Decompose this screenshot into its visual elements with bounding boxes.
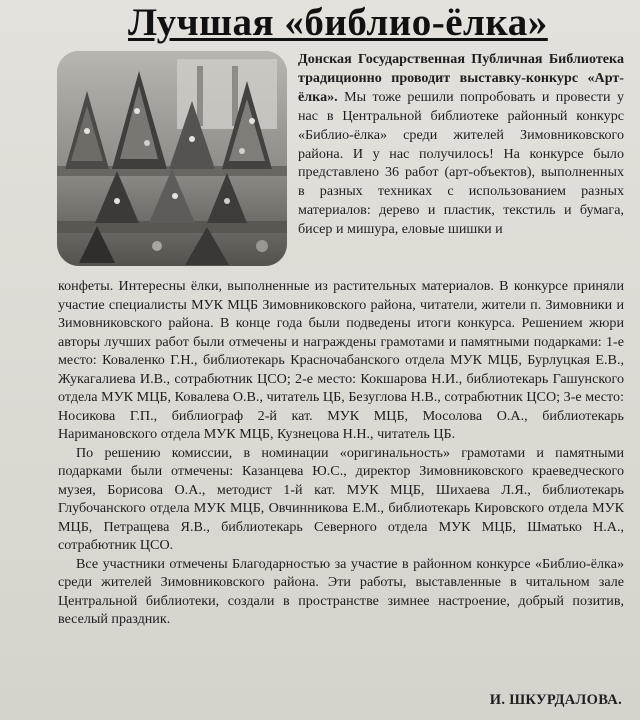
body-paragraph-1: конфеты. Интересны ёлки, выполненные из растительных материалов. В конкурсе приняли участие специалисты МУК МЦБ Зимовниковского района, читатели, жители п. Зимовники и Зимовниковского района. В конце года были подведены итоги конкурса. Решением жюри авторы лучших работ были отмечены и награждены грамотами и памятными подарками: 1-е место: Коваленко Г.Н., библиотекарь Красночабанского отдела МУК МЦБ, Бурлуцкая Е.В., Жукагалиева И.В., сотрабютник ЦСО; 2-е место: Кокшарова Н.И., библиотекарь Гашунского отдела МУК МЦБ, Ковалева О.В., читатель ЦБ, Безуглова Н.В., сотрабютник ЦСО; 3-е место: Носикова Г.П., библиограф 2-й кат. МУК МЦБ, Мосолова О.А., библиотекарь Наримановского отдела МУК МЦБ, Кузнецова Н.Н., читатель ЦБ. <box>58 278 624 442</box>
author-signature: И. ШКУРДАЛОВА. <box>489 692 622 708</box>
article-title: Лучшая «библио-ёлка» <box>128 1 548 44</box>
intro-lead: Донская Государственная Публичная Библиотека традиционно проводит выставку-конкурс «Арт-ёлка». <box>298 51 624 105</box>
intro-text: Мы тоже решили попробовать и провести у нас в Центральной библиотеке районный конкурс «Библио-ёлка» среди жителей Зимовниковского района. И у нас получилось! На конкурсе было представлено 36 работ (арт-объектов), выполненных в разных техниках с использованием разных материалов: дерево и пластик, текстиль и бумага, бисер и мишура, еловые шишки и <box>298 88 624 238</box>
body-paragraph-3: Все участники отмечены Благодарностью за участие в районном конкурсе «Библио-ёлка» среди жителей Зимовниковского района. Эти работы, выставленные в читальном зале Центральной библиотеки, создали в пространстве зимнее настроение, добрый позитив, веселый праздник. <box>58 555 624 627</box>
article-body <box>58 277 624 629</box>
body-paragraph-2: По решению комиссии, в номинации «оригинальность» грамотами и памятными подарками были отмечены: Казанцева Ю.С., директор Зимовниковского краеведческого музея, Борисова О.А., методист 1-й кат. МУК МЦБ, Шихаева Л.Я., библиотекарь Глубочанского отдела МУК МЦБ, Овчинникова Е.М., библиотекарь Кировского отдела МУК МЦБ, Петращева Я.В., библиотекарь Северного отдела МУК МЦБ, Шматько Н.А., сотрабютник ЦСО. <box>58 444 624 553</box>
intro-paragraph <box>298 50 624 239</box>
christmas-tree-photo-icon <box>57 51 287 266</box>
